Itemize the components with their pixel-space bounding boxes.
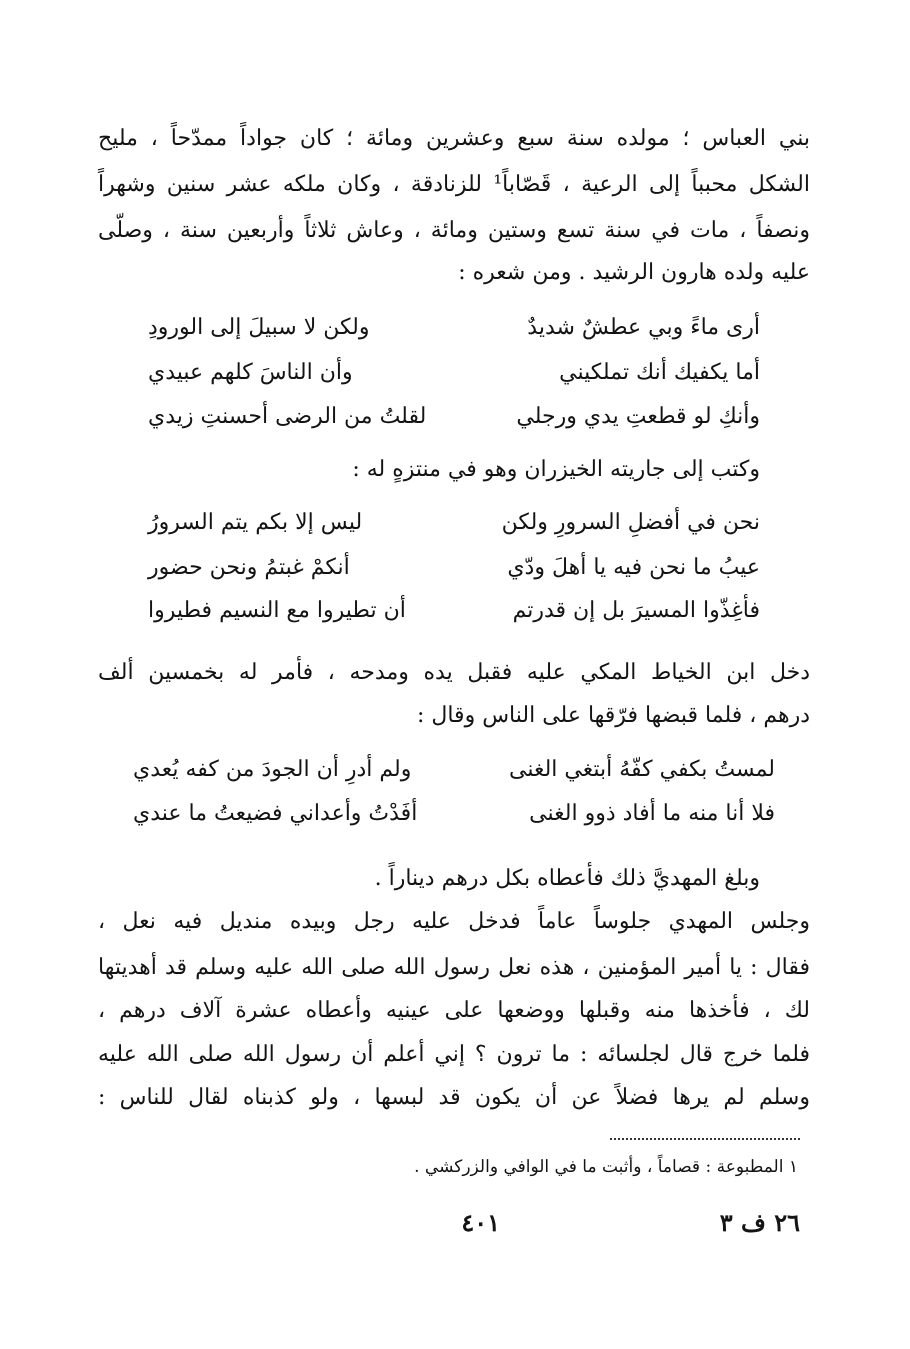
verse-first-hemistich: أما يكفيك أنك تملكيني [559,360,760,385]
poem1-verse [148,402,760,432]
verse-second-hemistich: ولم أدرِ أن الجودَ من كفه يُعدي [133,757,412,782]
paragraph5-line: وجلس المهدي جلوساً عاماً فدخل عليه رجل وبيده منديل فيه نعل ، [98,909,810,934]
verse-second-hemistich: ولكن لا سبيلَ إلى الورودِ [148,315,370,340]
verse-first-hemistich: فلا أنا منه ما أفاد ذوو الغنى [529,801,775,826]
poem2-verse [148,596,760,626]
verse-first-hemistich: عيبُ ما نحن فيه يا أهلَ ودّي [507,555,760,580]
paragraph5-line: فقال : يا أمير المؤمنين ، هذه نعل رسول الله صلى الله عليه وسلم قد أهديتها [98,955,810,980]
verse-second-hemistich: أن تطيروا مع النسيم فطيروا [148,598,406,623]
paragraph5-line: فلما خرج قال لجلسائه : ما ترون ؟ إني أعلم أن رسول الله صلى الله عليه [98,1042,810,1067]
verse-first-hemistich: لمستُ بكفي كفّهُ أبتغي الغنى [509,757,775,782]
poem1-verse [148,358,760,388]
paragraph5-line: وسلم لم يرها فضلاً عن أن يكون قد لبسها ، ولو كذبناه لقال للناس : [98,1085,810,1110]
verse-second-hemistich: أنكمْ غبتمُ ونحن حضور [148,555,350,580]
verse-first-hemistich: أرى ماءً وبي عطشٌ شديدٌ [527,315,760,340]
verse-second-hemistich: ليس إلا بكم يتم السرورُ [148,510,363,535]
footnote-divider [610,1138,800,1140]
verse-second-hemistich: أفَدْتُ وأعداني فضيعتُ ما عندي [133,801,418,826]
paragraph3-line: درهم ، فلما قبضها فرّقها على الناس وقال : [416,703,810,728]
verse-second-hemistich: وأن الناسَ كلهم عبيدي [148,360,353,385]
narrative-line: وبلغ المهديَّ ذلك فأعطاه بكل درهم ديناراً . [374,866,760,891]
paragraph1-line: بني العباس ؛ مولده سنة سبع وعشرين ومائة ؛ كان جواداً ممدّحاً ، مليح [98,126,810,151]
paragraph1-line: عليه ولده هارون الرشيد . ومن شعره : [458,260,810,285]
paragraph1-line: ونصفاً ، مات في سنة تسع وستين ومائة ، وعاش ثلاثاً وأربعين سنة ، وصلّى [98,218,810,243]
printer-signature: ٢٦ ف ٣ [719,1208,800,1237]
verse-second-hemistich: لقلتُ من الرضى أحسنتِ زيدي [148,404,427,429]
poem2-verse [148,553,760,583]
page-number: ٤٠١ [461,1208,500,1237]
verse-first-hemistich: فأغِذّوا المسيرَ بل إن قدرتم [512,598,760,623]
footnote: ١ المطبوعة : قصاماً ، وأثبت ما في الوافي والزركشي . [414,1157,798,1177]
verse-first-hemistich: وأنكِ لو قطعتِ يدي ورجلي [516,404,760,429]
verse-first-hemistich: نحن في أفضلِ السرورِ ولكن [501,510,760,535]
poem1-verse [148,313,760,343]
paragraph5-line: لك ، فأخذها منه وقبلها ووضعها على عينيه وأعطاه عشرة آلاف درهم ، [98,998,810,1023]
poem3-verse [133,799,775,829]
poem2-intro: وكتب إلى جاريته الخيزران وهو في منتزهٍ له : [352,457,760,482]
poem3-verse [133,755,775,785]
paragraph1-line: الشكل محبباً إلى الرعية ، قَصّاباً¹ للزنادقة ، وكان ملكه عشر سنين وشهراً [98,172,810,197]
paragraph3-line: دخل ابن الخياط المكي عليه فقبل يده ومدحه ، فأمر له بخمسين ألف [98,660,810,685]
poem2-verse [148,508,760,538]
